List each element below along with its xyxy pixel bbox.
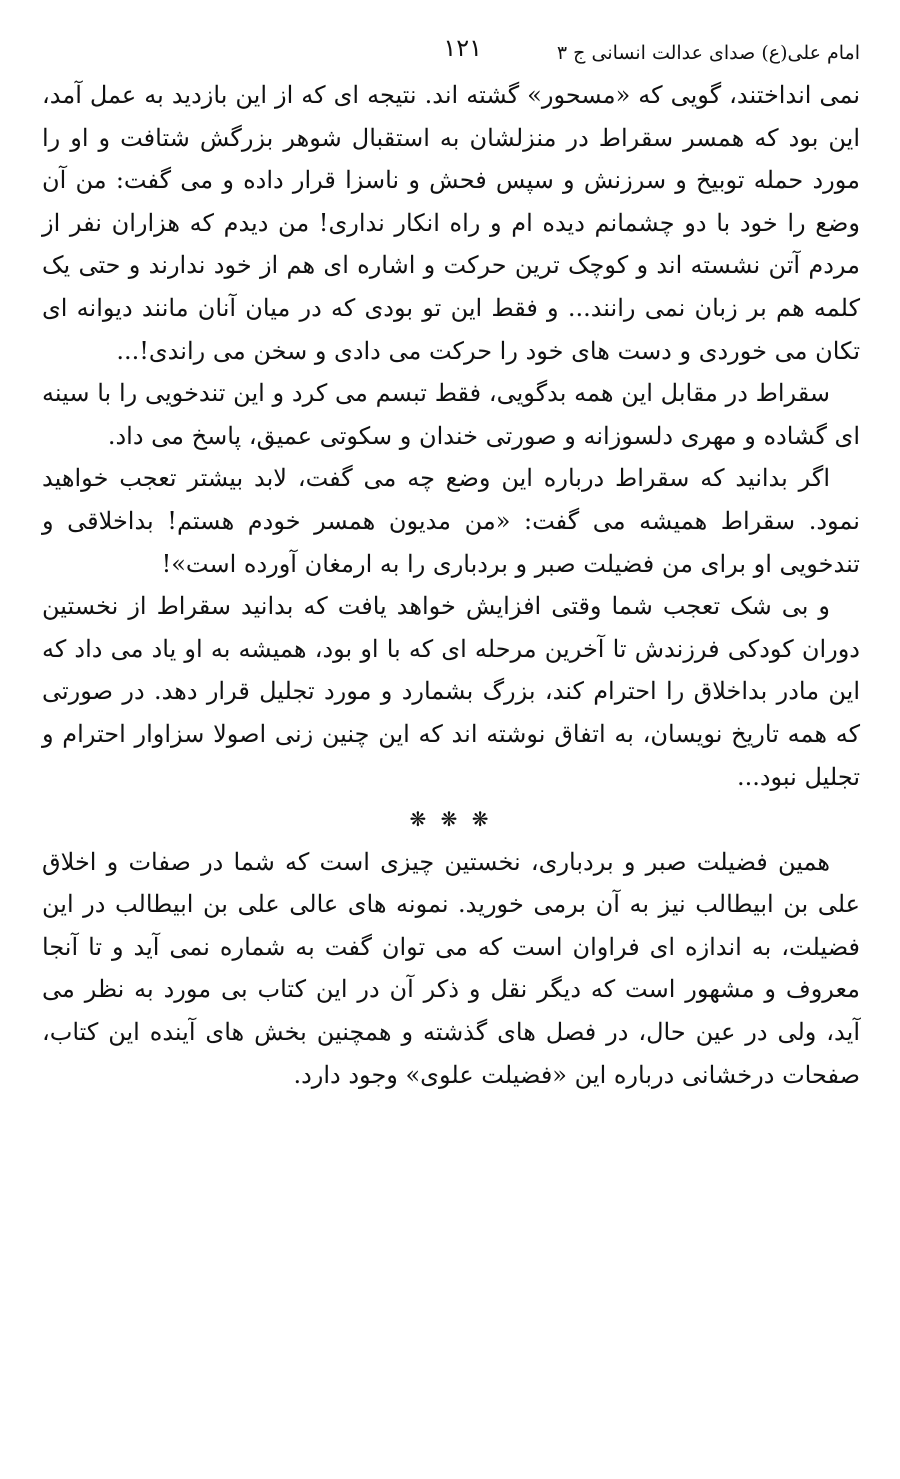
paragraph: سقراط در مقابل این همه بدگویی، فقط تبسم می کرد و این تندخویی را با سینه ای گشاده و مهری دلسوزانه و صورتی خندان و سکوتی عمیق، پاسخ می داد. xyxy=(42,379,860,450)
book-title: امام علی(ع) صدای عدالت انسانی ج ۳ xyxy=(556,42,860,64)
paragraph-continued: نمی انداختند، گویی که «مسحور» گشته اند. نتیجه ای که از این بازدید به عمل آمد، این بود که همسر سقراط در منزلشان به استقبال شوهر بزرگش شتافت و او را مورد حمله توبیخ و سرزنش و سپس فحش و ناسزا قرار داده و می گفت: من آن وضع را خود با دو چشمانم دیده ام و راه انکار نداری! من دیدم که هزاران نفر از مردم آتن نشسته اند و کوچک ترین حرکت و اشاره ای هم از خود ندارند و حتی یک کلمه هم بر زبان نمی رانند... و فقط این تو بودی که در میان آنان مانند دیوانه ای تکان می خوردی و دست های خود را حرکت می دادی و سخن می راندی!... xyxy=(42,81,860,365)
section-divider: ❋ ❋ ❋ xyxy=(409,807,493,832)
body-text xyxy=(42,74,860,1096)
page-number: ۱۲۱ xyxy=(443,34,482,62)
paragraph: و بی شک تعجب شما وقتی افزایش خواهد یافت که بدانید سقراط از نخستین دوران کودکی فرزندش تا آخرین مرحله ای که با او بود، همیشه به او یاد می داد که این مادر بداخلاق را احترام کند، بزرگ بشمارد و مورد تجلیل قرار دهد. در صورتی که همه تاریخ نویسان، به اتفاق نوشته اند که این چنین زنی اصولا سزاوار احترام و تجلیل نبود... xyxy=(42,592,860,791)
paragraph: اگر بدانید که سقراط درباره این وضع چه می گفت، لابد بیشتر تعجب خواهید نمود. سقراط همیشه می گفت: «من مدیون همسر خودم هستم! بداخلاقی و تندخویی او برای من فضیلت صبر و بردباری را به ارمغان آورده است»! xyxy=(42,464,860,578)
book-page xyxy=(42,30,860,1096)
paragraph: همین فضیلت صبر و بردباری، نخستین چیزی است که شما در صفات و اخلاق علی بن ابیطالب نیز به آن برمی خورید. نمونه های عالی علی بن ابیطالب در این فضیلت، به اندازه ای فراوان است که می توان گفت به شماره نمی آید و تا آنجا معروف و مشهور است که دیگر نقل و ذکر آن در این کتاب بی مورد به نظر می آید، ولی در عین حال، در فصل های گذشته و همچنین بخش های آینده این کتاب، صفحات درخشانی درباره این «فضیلت علوی» وجود دارد. xyxy=(42,847,861,1089)
running-header xyxy=(42,30,860,74)
